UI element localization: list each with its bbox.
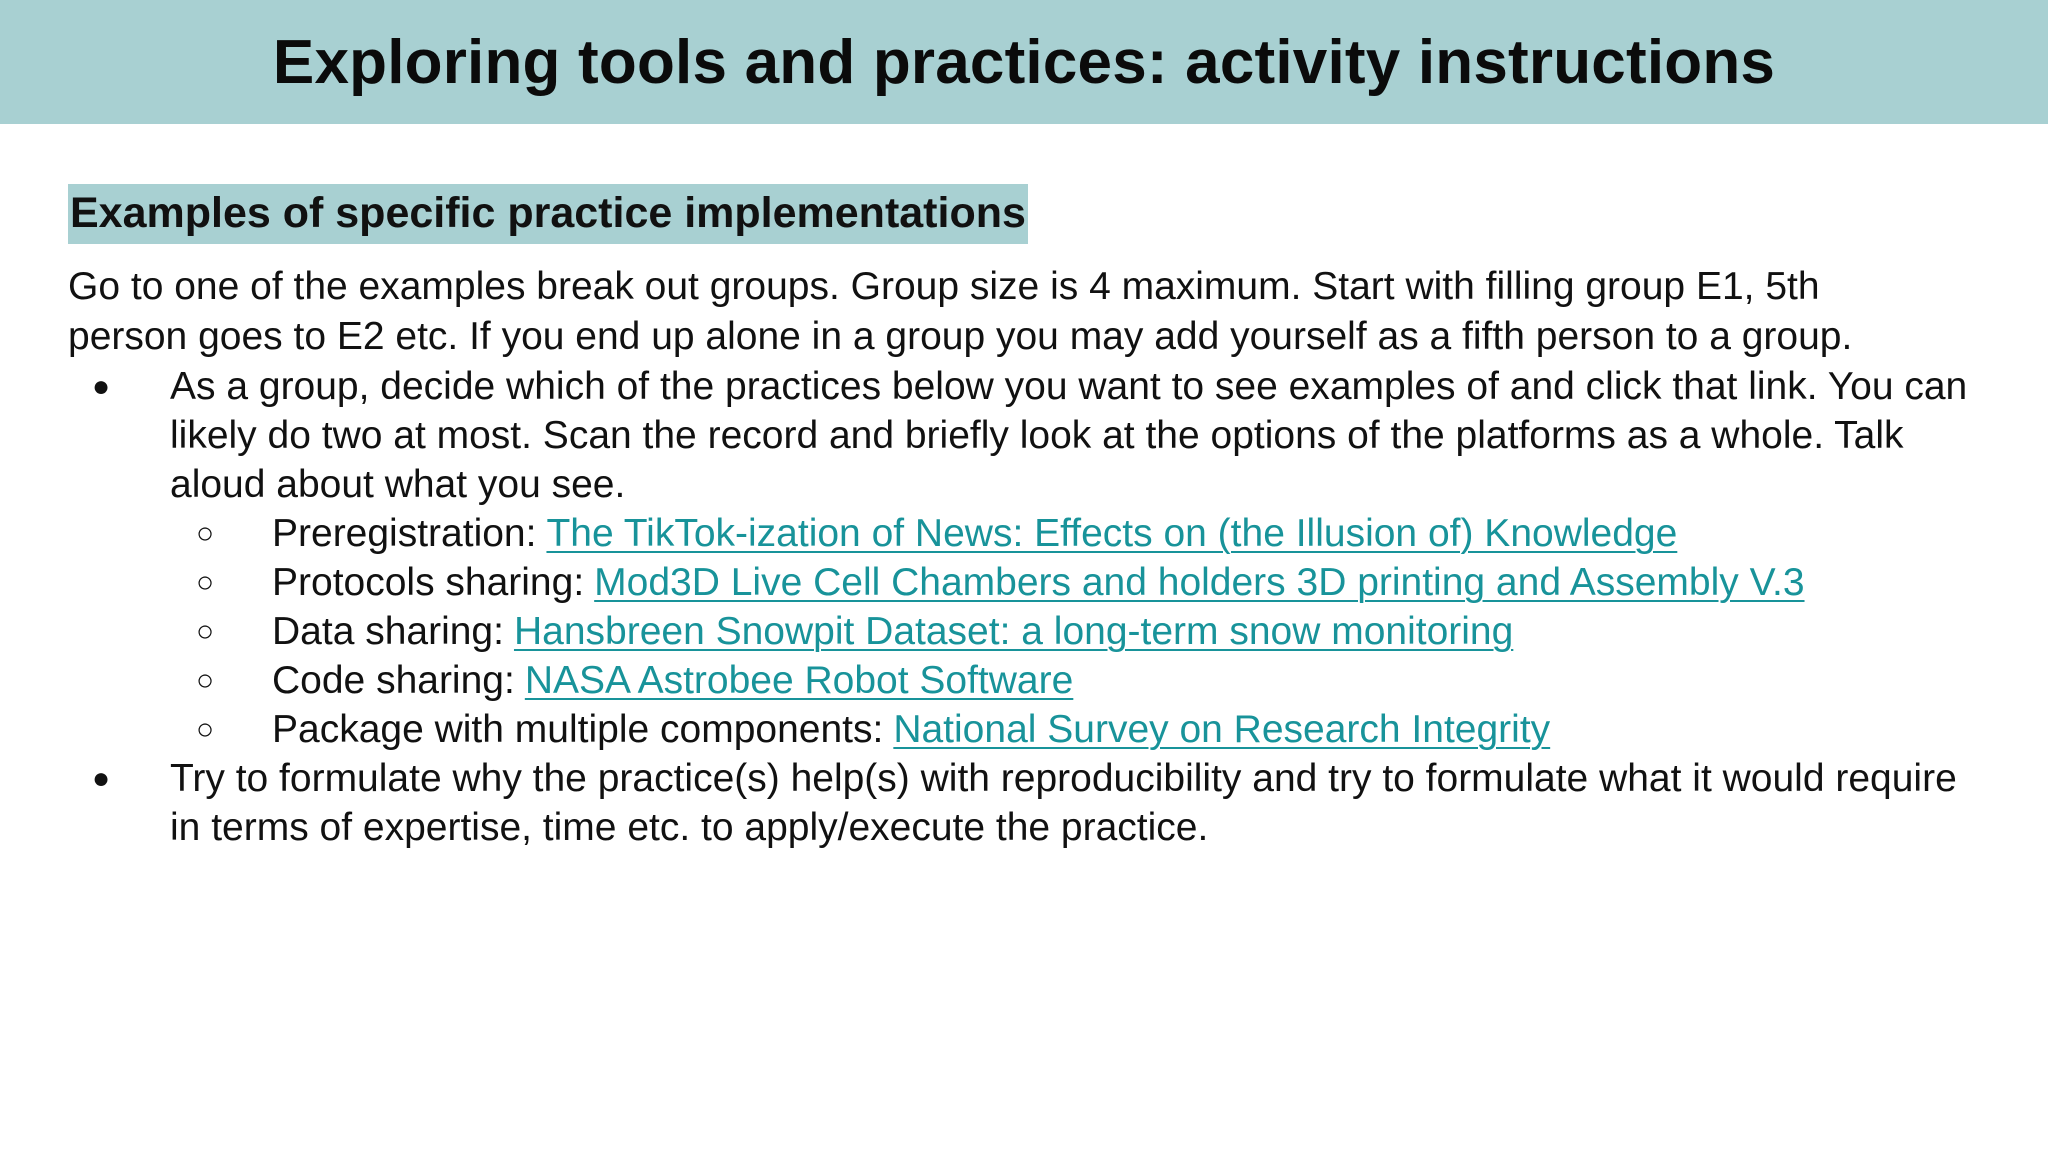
link-code-sharing[interactable]: NASA Astrobee Robot Software: [524, 659, 1074, 702]
bullet-icon: ●: [92, 762, 111, 795]
title-bar: [0, 0, 2048, 124]
sub-bullet-icon: ○: [196, 566, 215, 599]
practice-item-preregistration: [170, 509, 1968, 558]
link-protocols-sharing[interactable]: Mod3D Live Cell Chambers and holders 3D printing and Assembly V.3: [594, 561, 1805, 604]
sub-bullet-icon: ○: [196, 615, 215, 648]
practice-label: Data sharing:: [272, 610, 504, 653]
instruction-list: [68, 362, 1968, 852]
link-data-sharing[interactable]: Hansbreen Snowpit Dataset: a long-term snow monitoring: [513, 610, 1514, 653]
list-item: [68, 754, 1968, 852]
link-preregistration[interactable]: The TikTok-ization of News: Effects on (the Illusion of) Knowledge: [546, 512, 1678, 555]
sub-bullet-icon: ○: [196, 713, 215, 746]
practice-item-package: [170, 705, 1968, 754]
sub-bullet-icon: ○: [196, 517, 215, 550]
practice-label: Package with multiple components:: [272, 708, 884, 751]
slide-title: Exploring tools and practices: activity instructions: [272, 27, 1776, 97]
intro-paragraph: Go to one of the examples break out groups. Group size is 4 maximum. Start with filling group E1, 5th person goes to E2 etc. If you end up alone in a group you may add yourself as a fifth person to a group.: [68, 265, 1853, 358]
slide-content: [68, 184, 1968, 852]
practice-label: Protocols sharing:: [272, 561, 585, 604]
practice-label: Code sharing:: [272, 659, 515, 702]
practice-item-protocols: [170, 558, 1968, 607]
list-item: [68, 362, 1968, 754]
practice-item-data: [170, 607, 1968, 656]
bullet-icon: ●: [92, 370, 111, 403]
link-package[interactable]: National Survey on Research Integrity: [893, 708, 1551, 751]
practice-list: [170, 509, 1968, 754]
bullet-text: As a group, decide which of the practices below you want to see examples of and click that link. You can likely do two at most. Scan the record and briefly look at the options of the platforms as a whole. Talk aloud about what you see.: [170, 365, 1968, 506]
section-heading: Examples of specific practice implementations: [68, 184, 1028, 244]
practice-label: Preregistration:: [272, 512, 537, 555]
bullet-text: Try to formulate why the practice(s) help(s) with reproducibility and try to formulate what it would require in terms of expertise, time etc. to apply/execute the practice.: [170, 757, 1957, 849]
practice-item-code: [170, 656, 1968, 705]
sub-bullet-icon: ○: [196, 664, 215, 697]
